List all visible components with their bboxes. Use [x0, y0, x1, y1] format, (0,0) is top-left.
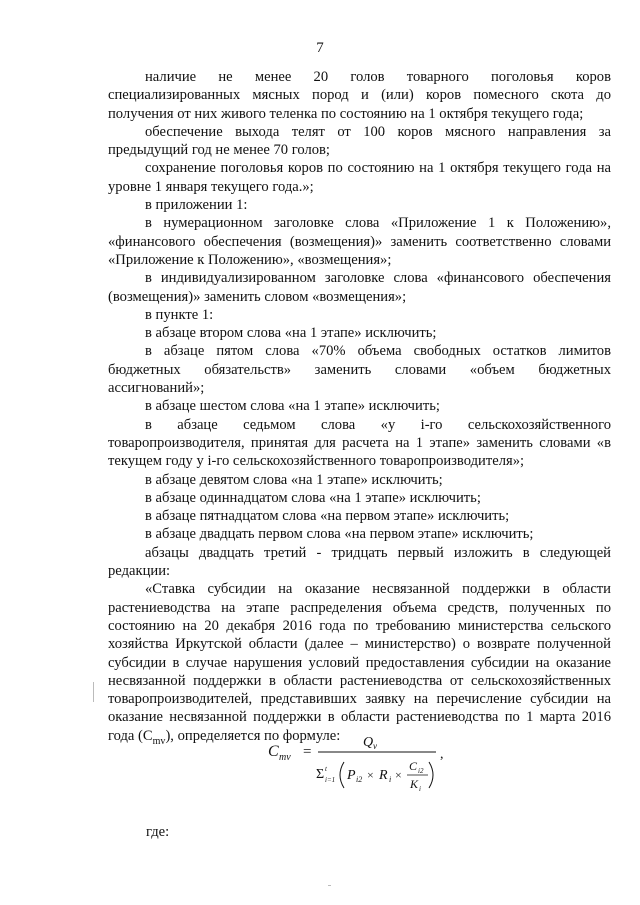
formula-numerator-sub: v: [373, 741, 377, 751]
paragraph: в пункте 1:: [145, 306, 214, 323]
formula-r: R: [379, 768, 388, 783]
paragraph: в абзаце пятом слова «70% объема свободных остатков лимитов бюджетных обязательств» заменить словами «объем бюджетных ассигнований»;: [108, 343, 611, 397]
formula-k: K: [410, 777, 419, 791]
formula-sum: Σ: [316, 767, 325, 782]
formula-comma: ,: [440, 747, 444, 762]
scan-artifact: [93, 682, 94, 702]
formula-r-sub: i: [389, 775, 392, 784]
formula-sum-upper: t: [325, 765, 327, 773]
formula-lhs-sub: mv: [279, 752, 291, 763]
paragraph-text: «Ставка субсидии на оказание несвязанной поддержки в области растениеводства на этапе распределения объема средств, полученных по состоянию на 20 декабря 2016 года по требованию министерства сельского хозяйства Иркутской области (далее – министерство) о возврате полученной субсидии в случае нарушения условий предоставления субсидии на оказание несвязанной поддержки в области растениеводства от сельскохозяйственных товаропроизводителей, представивших заявку на перечисление субсидии на оказание несвязанной поддержки в области растениеводства по 1 марта 2016 года (C: [108, 581, 611, 744]
formula-p-sub: i2: [356, 775, 363, 784]
paragraph: абзацы двадцать третий - тридцать первый изложить в следующей редакции:: [108, 544, 611, 580]
formula-sum-lower: i=1: [325, 776, 336, 784]
page-number: 7: [316, 40, 324, 56]
paragraph: в абзаце одиннадцатом слова «на 1 этапе» исключить;: [145, 489, 481, 506]
paragraph-rate-definition: [108, 580, 611, 751]
open-paren: [340, 762, 344, 788]
document-body: [108, 68, 611, 751]
paragraph: в нумерационном заголовке слова «Приложение 1 к Положению», «финансового обеспечения (возмещения)» заменить соответственно словами «Приложение к Положению», «возмещения»;: [108, 215, 611, 268]
paragraph: в абзаце шестом слова «на 1 этапе» исключить;: [145, 398, 440, 415]
formula-k-sub: i: [419, 785, 421, 793]
scan-artifact: [328, 885, 331, 886]
formula-equals: =: [303, 744, 312, 760]
paragraph: в абзаце пятнадцатом слова «на первом этапе» исключить;: [145, 508, 510, 525]
formula-c-sub: i2: [418, 767, 424, 775]
paragraph: в абзаце двадцать первом слова «на первом этапе» исключить;: [145, 526, 534, 543]
close-paren: [429, 762, 433, 788]
paragraph-text: ), определяется по формуле:: [165, 727, 341, 744]
formula-numerator: Q: [363, 736, 374, 750]
formula-times-2: ×: [395, 768, 402, 782]
formula-times-1: ×: [367, 768, 374, 782]
paragraph: в абзаце втором слова «на 1 этапе» исключить;: [145, 325, 437, 342]
formula: [0, 736, 640, 796]
paragraph: в абзаце седьмом слова «у i-го сельскохозяйственного товаропроизводителя, принятая для расчета на 1 этапе» заменить словами «в текущем году у i-го сельскохозяйственного товаропроизводителя»;: [108, 416, 611, 470]
formula-c: C: [409, 759, 418, 773]
paragraph: в приложении 1:: [145, 197, 248, 214]
paragraph: обеспечение выхода телят от 100 коров мясного направления за предыдущий год не менее 70 голов;: [108, 123, 611, 159]
formula-p: P: [347, 768, 356, 783]
paragraph: в абзаце девятом слова «на 1 этапе» исключить;: [145, 471, 443, 488]
formula-svg: [268, 736, 478, 796]
formula-lhs: C: [268, 743, 279, 760]
subscript: mv: [152, 735, 166, 747]
paragraph: в индивидуализированном заголовке слова «финансового обеспечения (возмещения)» заменить словом «возмещения»;: [108, 270, 611, 305]
paragraph: сохранение поголовья коров по состоянию на 1 октября текущего года на уровне 1 января текущего года.»;: [108, 160, 611, 195]
where-label: где:: [146, 824, 170, 840]
paragraph: наличие не менее 20 голов товарного поголовья коров специализированных мясных пород и (или) коров помесного скота до получения от них живого теленка по состоянию на 1 октября текущего года;: [108, 69, 611, 122]
